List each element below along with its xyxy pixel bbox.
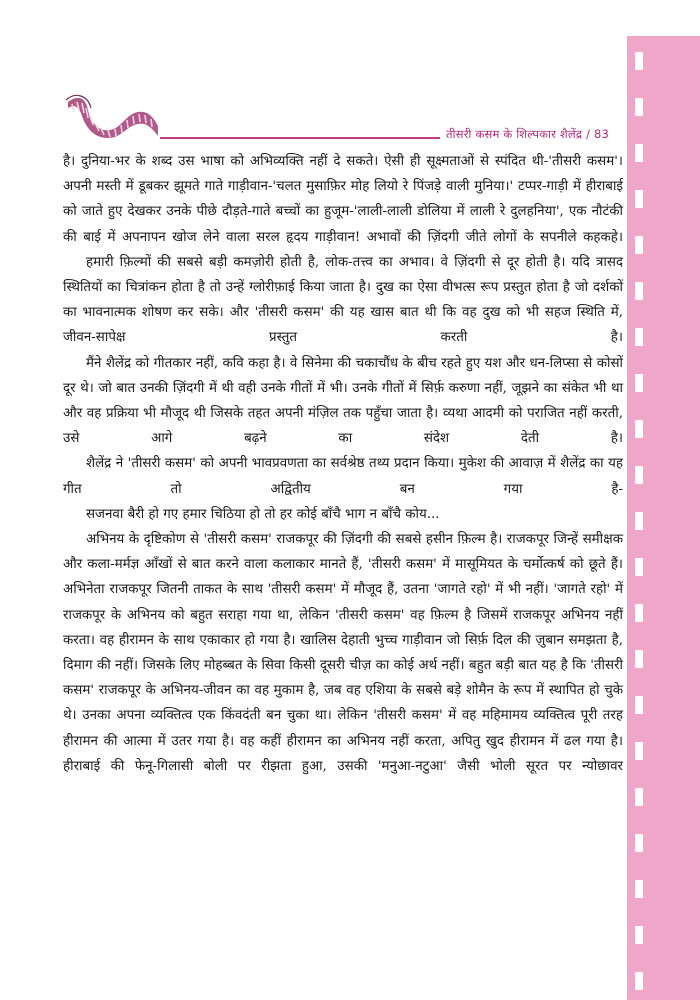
running-header: तीसरी कसम के शिल्पकार शैलेंद्र / 83 [446,127,610,141]
film-perforation [635,880,643,898]
film-strip-decoration [627,36,700,1000]
paragraph-5: अभिनय के दृष्टिकोण से 'तीसरी कसम' राजकपूर की ज़िंदगी की सबसे हसीन फ़िल्म है। राजकपूर जिन्हें समीक्षक और कला-मर्मज्ञ आँखों से बात करने वाला कलाकार मानते हैं, 'तीसरी कसम' में मासूमियत के चर्मोत्कर्ष को छूते हैं। अभिनेता राजकपूर जितनी ताकत के साथ 'तीसरी कसम' में मौजूद हैं, उतना 'जागते रहो' में भी नहीं। 'जागते रहो' में राजकपूर के अभिनय को बहुत सराहा गया था, लेकिन 'तीसरी कसम' वह फ़िल्म है जिसमें राजकपूर अभिनय नहीं करता। वह हीरामन के साथ एकाकार हो गया है। खालिस देहाती भुच्च गाड़ीवान जो सिर्फ़ दिल की ज़ुबान समझता है, दिमाग की नहीं। जिसके लिए मोहब्बत के सिवा किसी दूसरी चीज़ का कोई अर्थ नहीं। बहुत बड़ी बात यह है कि 'तीसरी कसम' राजकपूर के अभिनय-जीवन का वह मुकाम है, जब वह एशिया के सबसे बड़े शोमैन के रूप में स्थापित हो चुके थे। उनका अपना व्यक्तित्व एक किंवदंती बन चुका था। लेकिन 'तीसरी कसम' में वह महिमामय व्यक्तित्व पूरी तरह हीरामन की आत्मा में उतर गया है। वह कहीं हीरामन का अभिनय नहीं करता, अपितु खुद हीरामन में ढल गया है। हीराबाई की फेनू-गिलासी बोली पर रीझता हुआ, उसकी 'मनुआ-नटुआ' जैसी भोली सूरत पर न्योछावर [63,532,623,774]
film-perforation [635,926,643,944]
film-perforation [635,98,643,116]
film-perforation [635,190,643,208]
film-perforation [635,558,643,576]
film-perforation [635,512,643,530]
paragraph-2: हमारी फ़िल्मों की सबसे बड़ी कमज़ोरी होती है, लोक-तत्त्व का अभाव। वे ज़िंदगी से दूर होती है। यदि त्रासद स्थितियों का चित्रांकन होता है तो उन्हें ग्लोरीफ़ाई किया जाता है। दुख का ऐसा वीभत्स रूप प्रस्तुत होता है जो दर्शकों का भावनात्मक शोषण कर सके। और 'तीसरी कसम' की यह खास बात थी कि वह दुख को भी सहज स्थिति में, जीवन-सापेक्ष प्रस्तुत करती है। [63,254,623,346]
header-rule [160,137,440,139]
paragraph-3: मैंने शैलेंद्र को गीतकार नहीं, कवि कहा है। वे सिनेमा की चकाचौंध के बीच रहते हुए यश और धन-लिप्सा से कोसों दूर थे। जो बात उनकी ज़िंदगी में थी वही उनके गीतों में भी। उनके गीतों में सिर्फ़ करुणा नहीं, जूझने का संकेत भी था और वह प्रक्रिया भी मौजूद थी जिसके तहत अपनी मंज़िल तक पहुँचा जाता है। व्यथा आदमी को पराजित नहीं करती, उसे आगे बढ़ने का संदेश देती है। [63,355,623,447]
paragraph-4: शैलेंद्र ने 'तीसरी कसम' को अपनी भावप्रवणता का सर्वश्रेष्ठ तथ्य प्रदान किया। मुकेश की आवाज़ में शैलेंद्र का यह गीत तो अद्वितीय बन गया है- [63,456,623,497]
film-perforation [635,696,643,714]
film-perforation [635,788,643,806]
film-perforation [635,604,643,622]
chapter-body [63,149,623,779]
paragraph-1: है। दुनिया-भर के शब्द उस भाषा को अभिव्यक्ति नहीं दे सकते। ऐसी ही सूक्ष्मताओं से स्पंदित थी-'तीसरी कसम'। अपनी मस्ती में डूबकर झूमते गाते गाड़ीवान-'चलत मुसाफ़िर मोह लियो रे पिंजड़े वाली मुनिया।' टप्पर-गाड़ी में हीराबाई को जाते हुए देखकर उनके पीछे दौड़ते-गाते बच्चों का हुजूम-'लाली-लाली डोलिया में लाली रे दुलहनिया', एक नौटंकी की बाई में अपनापन खोज लेने वाला सरल हृदय गाड़ीवान! अभावों की ज़िंदगी जीते लोगों के सपनीले कहकहे। [63,154,623,245]
film-perforation [635,374,643,392]
film-perforation [635,742,643,760]
film-perforation [635,328,643,346]
film-perforation [635,236,643,254]
film-reel-icon [64,92,160,138]
film-perforation [635,420,643,438]
song-lyric: सजनवा बैरी हो गए हमार चिठिया हो तो हर कोई बाँचै भाग न बाँचै कोय... [86,506,440,522]
film-perforation [635,834,643,852]
film-perforation [635,282,643,300]
film-perforation [635,650,643,668]
film-perforation [635,466,643,484]
film-perforation [635,52,643,70]
film-perforation [635,144,643,162]
film-perforation [635,972,643,990]
